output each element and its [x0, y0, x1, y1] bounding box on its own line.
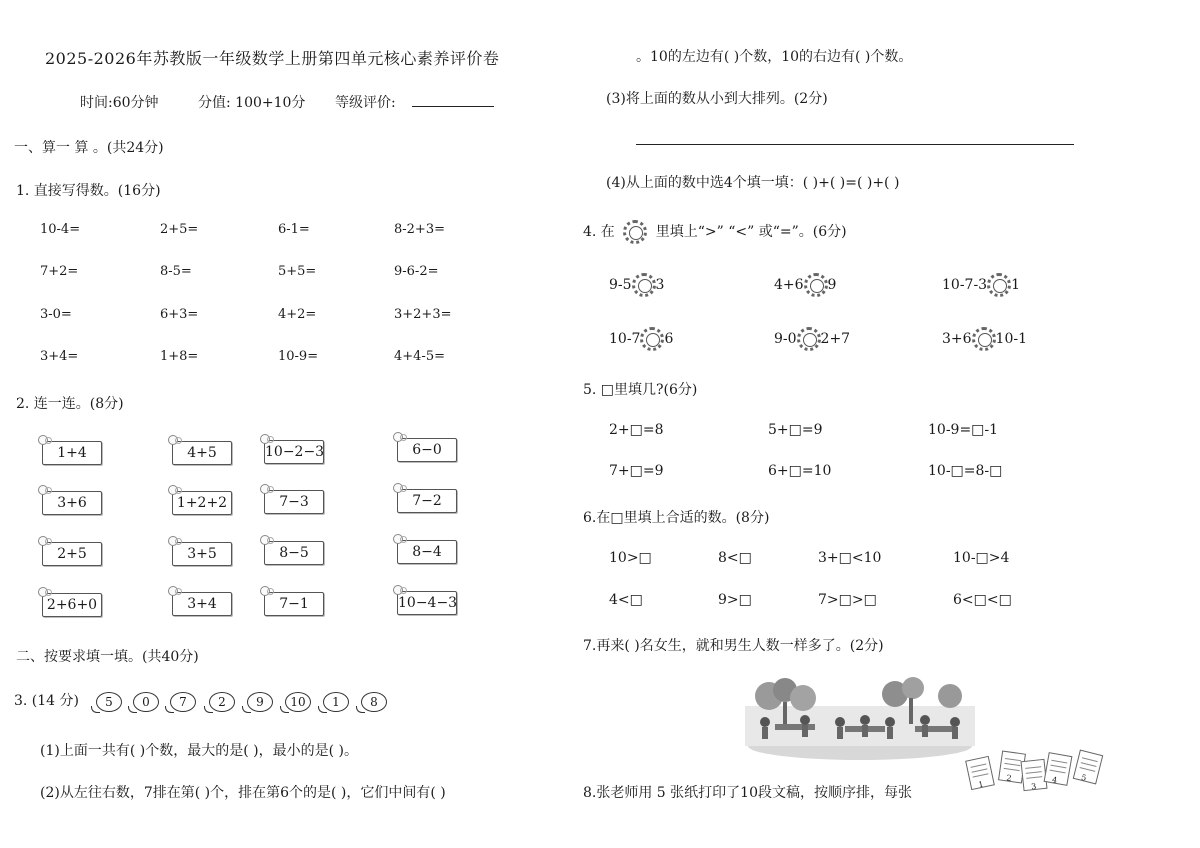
paper-number: 5: [1080, 772, 1088, 783]
match-card-label: 7−1: [279, 596, 309, 612]
compare-right: 1: [1011, 277, 1021, 293]
q8-label: 8.张老师用 5 张纸打印了10段文稿，按顺序排，每张: [583, 785, 912, 801]
q6-item: 7>□>□: [818, 592, 877, 608]
q6-label: 6.在□里填上合适的数。(8分): [583, 510, 770, 526]
q3-sub1: (1)上面一共有( )个数，最大的是( )，最小的是( )。: [40, 743, 358, 759]
match-card-label: 10−4−3: [398, 595, 458, 611]
match-card[interactable]: [172, 441, 232, 465]
match-card[interactable]: [172, 491, 232, 515]
match-card-label: 6−0: [412, 442, 442, 458]
compare-right: 9: [827, 277, 837, 293]
score-label: 分值: 100+10分: [198, 95, 306, 111]
q3-sub2-cont: 。10的左边有( )个数，10的右边有( )个数。: [636, 49, 913, 65]
q1-item: 9-6-2=: [394, 264, 439, 279]
paper-number: 1: [977, 779, 985, 790]
match-card-label: 3+6: [57, 495, 87, 511]
match-card[interactable]: [264, 541, 324, 565]
q5-item: 6+□=10: [768, 463, 832, 479]
match-card-label: 1+4: [57, 445, 87, 461]
match-card-label: 7−2: [412, 493, 442, 509]
q5-item: 2+□=8: [609, 422, 664, 438]
q1-item: 4+4-5=: [394, 349, 445, 364]
match-card-label: 8−4: [412, 544, 442, 560]
q1-item: 3-0=: [40, 307, 72, 322]
match-card-label: 8−5: [279, 545, 309, 561]
compare-left: 9-0: [774, 331, 797, 347]
number-bubble: 9: [247, 692, 273, 712]
q6-item: 9>□: [718, 592, 752, 608]
match-card[interactable]: [264, 592, 324, 616]
q3-sub4: (4)从上面的数中选4个填一填：( )+( )=( )+( ): [606, 175, 900, 191]
match-card[interactable]: [42, 441, 102, 465]
q1-item: 2+5=: [160, 222, 199, 237]
q7-label: 7.再来( )名女生，就和男生人数一样多了。(2分): [583, 638, 884, 654]
section-1-heading: 一、算一 算 。(共24分): [14, 140, 164, 156]
compare-left: 9-5: [609, 277, 632, 293]
q4-label: [583, 220, 847, 244]
match-card[interactable]: [397, 438, 457, 462]
match-card-label: 3+5: [187, 546, 217, 562]
q5-item: 5+□=9: [768, 422, 823, 438]
q1-item: 3+2+3=: [394, 307, 452, 322]
paper-sheet-icon: [1073, 750, 1104, 785]
match-card[interactable]: [42, 593, 102, 617]
q6-item: 4<□: [609, 592, 643, 608]
q1-item: 5+5=: [278, 264, 317, 279]
q1-item: 1+8=: [160, 349, 199, 364]
compare-left: 10-7-3: [942, 277, 988, 293]
compare-item: [774, 273, 836, 297]
match-card[interactable]: [397, 489, 457, 513]
paper-number: 2: [1005, 773, 1013, 783]
match-card[interactable]: [42, 542, 102, 566]
match-card[interactable]: [264, 440, 324, 464]
section-2-heading: 二、按要求填一填。(共40分): [16, 649, 199, 665]
compare-circle[interactable]: [804, 273, 828, 297]
q5-label: 5. □里填几?(6分): [583, 382, 698, 398]
compare-item: [774, 327, 850, 351]
number-bubble: 1: [323, 692, 349, 712]
grade-label: 等级评价:: [335, 95, 396, 111]
q1-item: 10-4=: [40, 222, 81, 237]
match-card-label: 1+2+2: [176, 495, 228, 511]
compare-circle[interactable]: [797, 327, 821, 351]
q1-item: 8-2+3=: [394, 222, 445, 237]
match-card[interactable]: [264, 490, 324, 514]
flower-circle-icon: [623, 220, 647, 244]
q1-item: 8-5=: [160, 264, 192, 279]
q6-item: 10>□: [609, 550, 652, 566]
compare-right: 6: [664, 331, 674, 347]
number-bubble: 10: [285, 692, 311, 712]
match-card[interactable]: [42, 491, 102, 515]
q4-label-a: 4. 在: [583, 224, 615, 240]
paper-number: 3: [1030, 781, 1037, 792]
q3-sub2: (2)从左往右数，7排在第( )个，排在第6个的是( )，它们中间有( ): [40, 785, 446, 801]
match-card-label: 7−3: [279, 494, 309, 510]
paper-sheet-icon: [1020, 759, 1047, 791]
time-label: 时间:60分钟: [80, 95, 159, 111]
number-bubble: 8: [361, 692, 387, 712]
compare-right: 3: [655, 277, 665, 293]
compare-circle[interactable]: [972, 327, 996, 351]
q6-item: 3+□<10: [818, 550, 882, 566]
match-card[interactable]: [397, 540, 457, 564]
q3-label: 3. (14 分): [14, 693, 79, 709]
paper-number: 4: [1051, 775, 1058, 785]
match-card-label: 4+5: [187, 445, 217, 461]
q5-item: 10-9=□-1: [928, 422, 999, 438]
compare-circle[interactable]: [987, 273, 1011, 297]
number-bubble: 2: [209, 692, 235, 712]
compare-left: 4+6: [774, 277, 804, 293]
paper-sheet-icon: [1044, 752, 1073, 786]
paper-sheet-icon: [965, 756, 995, 790]
number-bubble: 5: [96, 692, 122, 712]
compare-item: [942, 327, 1027, 351]
compare-circle[interactable]: [632, 273, 656, 297]
compare-item: [942, 273, 1020, 297]
q2-label: 2. 连一连。(8分): [16, 396, 124, 412]
number-bubble: 7: [170, 692, 196, 712]
match-card-label: 3+4: [187, 596, 217, 612]
q1-label: 1. 直接写得数。(16分): [16, 183, 161, 199]
grade-blank[interactable]: [412, 106, 494, 107]
q3-sub3: (3)将上面的数从小到大排列。(2分): [606, 91, 828, 107]
q4-label-b: 里填上“>” “<” 或“=”。(6分): [655, 224, 847, 240]
match-card-label: 10−2−3: [265, 444, 325, 460]
q1-item: 10-9=: [278, 349, 319, 364]
q1-item: 4+2=: [278, 307, 317, 322]
compare-left: 10-7: [609, 331, 641, 347]
answer-line[interactable]: [636, 144, 1074, 145]
playground-illustration: [745, 676, 975, 762]
q5-item: 10-□=8-□: [928, 463, 1003, 479]
compare-right: 10-1: [995, 331, 1027, 347]
match-card[interactable]: [397, 591, 457, 615]
q6-item: 10-□>4: [953, 550, 1010, 566]
q1-item: 6+3=: [160, 307, 199, 322]
match-card-label: 2+5: [57, 546, 87, 562]
q5-item: 7+□=9: [609, 463, 664, 479]
number-bubble: 0: [133, 692, 159, 712]
compare-item: [609, 327, 673, 351]
compare-item: [609, 273, 664, 297]
q1-item: 6-1=: [278, 222, 310, 237]
page-title: 2025-2026年苏教版一年级数学上册第四单元核心素养评价卷: [45, 49, 500, 68]
q6-item: 8<□: [718, 550, 752, 566]
compare-circle[interactable]: [640, 327, 664, 351]
match-card-label: 2+6+0: [46, 597, 98, 613]
compare-left: 3+6: [942, 331, 972, 347]
match-card[interactable]: [172, 592, 232, 616]
q6-item: 6<□<□: [953, 592, 1012, 608]
compare-right: 2+7: [820, 331, 851, 347]
match-card[interactable]: [172, 542, 232, 566]
q1-item: 7+2=: [40, 264, 79, 279]
q1-item: 3+4=: [40, 349, 79, 364]
